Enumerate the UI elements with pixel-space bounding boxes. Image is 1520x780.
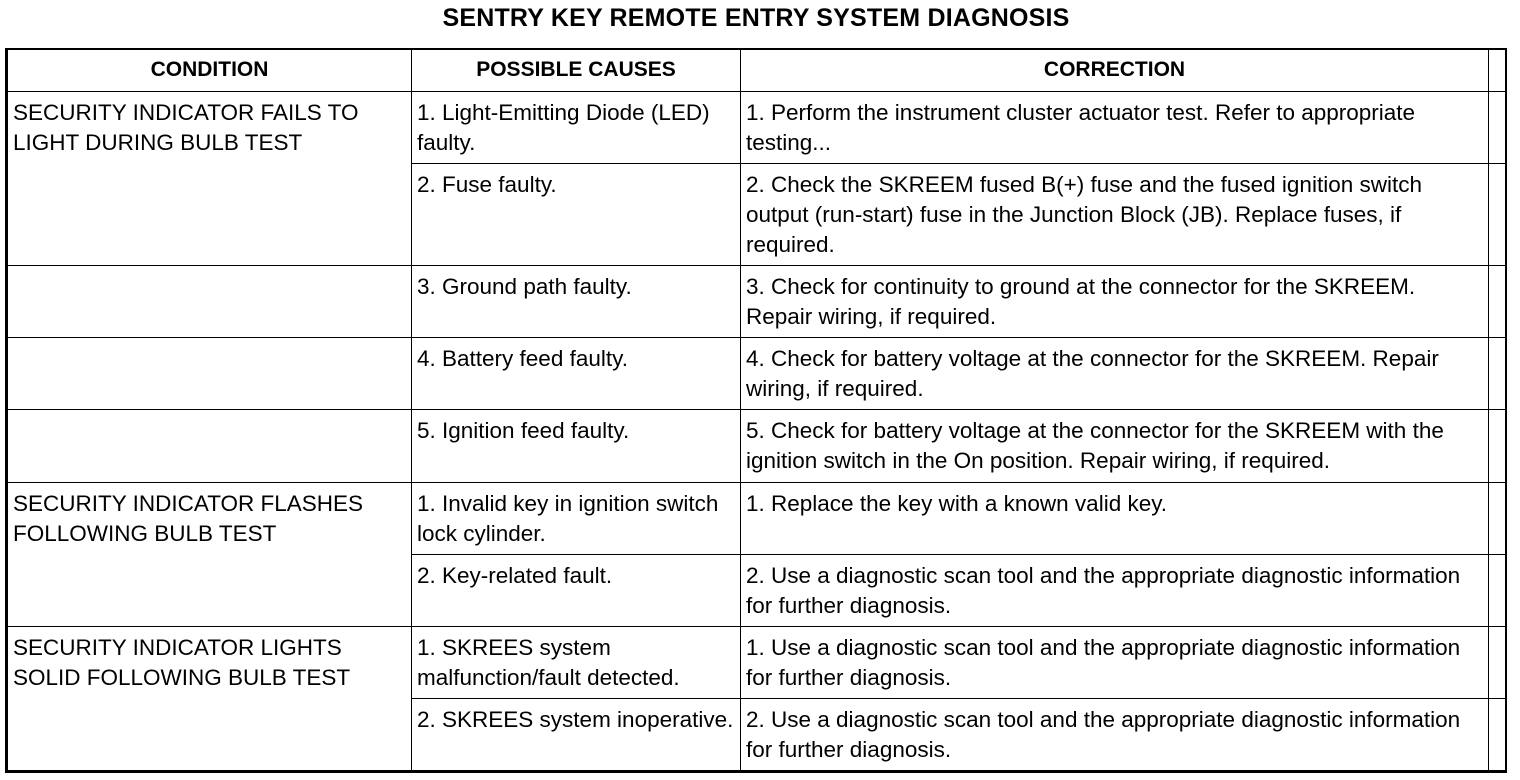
header-condition: CONDITION — [8, 50, 412, 91]
cause-cell: 1. Light-Emitting Diode (LED) faulty. — [412, 91, 741, 163]
correction-cell: 1. Replace the key with a known valid key. — [741, 482, 1489, 554]
condition-cell: SECURITY INDICATOR LIGHTS SOLID FOLLOWING BULB TEST — [8, 626, 412, 698]
blank-cell — [1489, 163, 1506, 265]
table-row — [8, 698, 1506, 770]
condition-cell: SECURITY INDICATOR FAILS TO LIGHT DURING BULB TEST — [8, 91, 412, 163]
table-row — [8, 337, 1506, 409]
correction-cell: 2. Check the SKREEM fused B(+) fuse and the fused ignition switch output (run-start) fuse in the Junction Block (JB). Replace fuses, if required. — [741, 163, 1489, 265]
correction-cell: 2. Use a diagnostic scan tool and the appropriate diagnostic information for further diagnosis. — [741, 698, 1489, 770]
cause-cell: 5. Ignition feed faulty. — [412, 409, 741, 482]
correction-cell: 4. Check for battery voltage at the connector for the SKREEM. Repair wiring, if required. — [741, 337, 1489, 409]
cause-cell: 1. Invalid key in ignition switch lock cylinder. — [412, 482, 741, 554]
blank-cell — [1489, 554, 1506, 626]
header-row — [8, 50, 1506, 91]
blank-cell — [1489, 91, 1506, 163]
correction-cell: 1. Use a diagnostic scan tool and the appropriate diagnostic information for further diagnosis. — [741, 626, 1489, 698]
condition-cell: SECURITY INDICATOR FLASHES FOLLOWING BULB TEST — [8, 482, 412, 554]
blank-cell — [1489, 265, 1506, 337]
condition-cell — [8, 554, 412, 626]
cause-cell: 3. Ground path faulty. — [412, 265, 741, 337]
diagnosis-table — [5, 48, 1507, 773]
condition-cell — [8, 265, 412, 337]
table-row — [8, 482, 1506, 554]
blank-cell — [1489, 337, 1506, 409]
blank-cell — [1489, 482, 1506, 554]
condition-cell — [8, 163, 412, 265]
blank-cell — [1489, 626, 1506, 698]
table-row — [8, 554, 1506, 626]
blank-cell — [1489, 409, 1506, 482]
table-row — [8, 626, 1506, 698]
header-causes: POSSIBLE CAUSES — [412, 50, 741, 91]
cause-cell: 4. Battery feed faulty. — [412, 337, 741, 409]
table-row — [8, 163, 1506, 265]
condition-cell — [8, 337, 412, 409]
page-title: SENTRY KEY REMOTE ENTRY SYSTEM DIAGNOSIS — [442, 4, 1070, 32]
header-blank-column — [1489, 50, 1506, 91]
condition-cell — [8, 409, 412, 482]
correction-cell: 5. Check for battery voltage at the connector for the SKREEM with the ignition switch in the On position. Repair wiring, if required. — [741, 409, 1489, 482]
cause-cell: 2. Key-related fault. — [412, 554, 741, 626]
correction-cell: 3. Check for continuity to ground at the connector for the SKREEM. Repair wiring, if required. — [741, 265, 1489, 337]
cause-cell: 1. SKREES system malfunction/fault detected. — [412, 626, 741, 698]
table-row — [8, 91, 1506, 163]
table-row — [8, 265, 1506, 337]
cause-cell: 2. SKREES system inoperative. — [412, 698, 741, 770]
table-row — [8, 409, 1506, 482]
correction-cell: 2. Use a diagnostic scan tool and the appropriate diagnostic information for further diagnosis. — [741, 554, 1489, 626]
header-correction: CORRECTION — [741, 50, 1489, 91]
correction-cell: 1. Perform the instrument cluster actuator test. Refer to appropriate testing... — [741, 91, 1489, 163]
condition-cell — [8, 698, 412, 770]
cause-cell: 2. Fuse faulty. — [412, 163, 741, 265]
blank-cell — [1489, 698, 1506, 770]
